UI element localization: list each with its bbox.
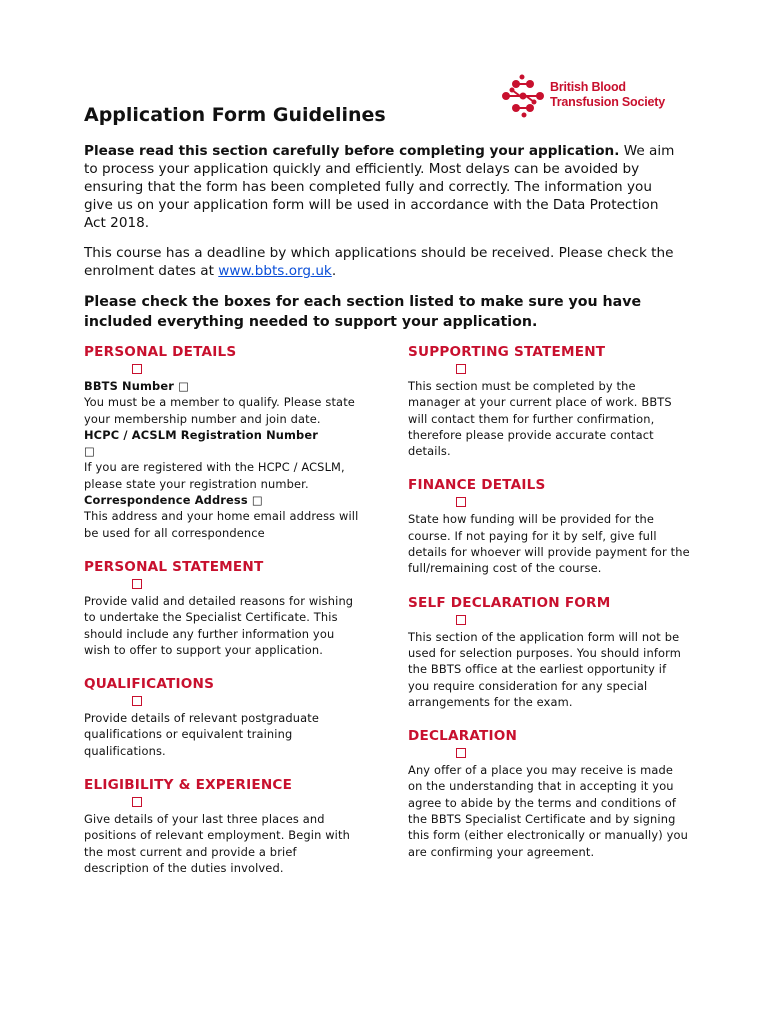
section-declaration xyxy=(408,728,690,860)
checkbox-row xyxy=(408,744,690,762)
section-personal-statement xyxy=(84,559,364,658)
checkbox[interactable] xyxy=(456,364,466,374)
hcpc-label xyxy=(84,427,364,460)
checkbox[interactable] xyxy=(132,797,142,807)
deadline-text: This course has a deadline by which applications should be received. Please check the enrolment dates at xyxy=(84,245,674,279)
label-text: BBTS Number xyxy=(84,379,174,393)
deadline-paragraph xyxy=(84,244,684,280)
blood-cells-logo-icon xyxy=(500,74,546,118)
checkbox[interactable] xyxy=(132,696,142,706)
checkbox-glyph[interactable]: □ xyxy=(84,444,95,459)
bbts-logo xyxy=(500,74,675,118)
section-qualifications xyxy=(84,676,364,759)
section-heading: DECLARATION xyxy=(408,728,518,745)
checklist-instruction: Please check the boxes for each section listed to make sure you have included everything needed to support your application. xyxy=(84,294,642,330)
hcpc-text: If you are registered with the HCPC / ACSLM, please state your registration number. xyxy=(84,460,345,491)
correspondence-label xyxy=(84,492,364,508)
logo-line-1: British Blood xyxy=(550,80,626,94)
checkbox-row xyxy=(408,611,690,629)
left-column xyxy=(84,344,364,894)
bbts-number-text: You must be a member to qualify. Please state your membership number and join date. xyxy=(84,395,355,426)
section-self-declaration xyxy=(408,595,690,710)
logo-wordmark xyxy=(550,80,665,110)
section-personal-details xyxy=(84,344,364,541)
bbts-website-link[interactable]: www.bbts.org.uk xyxy=(218,263,332,279)
checkbox-row xyxy=(84,692,364,710)
section-heading: FINANCE DETAILS xyxy=(408,477,546,494)
label-text: HCPC / ACSLM Registration Number xyxy=(84,427,318,442)
section-text: This section must be completed by the manager at your current place of work. BBTS will contact them for further confirmation, therefore please provide accurate contact details. xyxy=(408,379,672,459)
checkbox-row xyxy=(84,360,364,378)
section-text: Any offer of a place you may receive is made on the understanding that in accepting it you agree to abide by the terms and conditions of the BBTS Specialist Certificate and by signing this form (either electronically or manually) you are confirming your agreement. xyxy=(408,763,689,859)
section-finance xyxy=(408,477,690,576)
checkbox-row xyxy=(408,360,690,378)
intro-bold-lead: Please read this section carefully before completing your application. xyxy=(84,143,620,159)
page-title: Application Form Guidelines xyxy=(84,104,386,126)
section-eligibility xyxy=(84,777,364,876)
checkbox[interactable] xyxy=(456,497,466,507)
correspondence-text: This address and your home email address will be used for all correspondence xyxy=(84,509,359,540)
checkbox-row xyxy=(408,493,690,511)
checkbox[interactable] xyxy=(456,615,466,625)
section-text: State how funding will be provided for the course. If not paying for it by self, give full details for whoever will provide payment for the full/remaining cost of the course. xyxy=(408,512,690,576)
section-text: Give details of your last three places and positions of relevant employment. Begin with the most current and provide a brief description of the duties involved. xyxy=(84,812,350,875)
logo-line-2: Transfusion Society xyxy=(550,95,665,109)
right-column xyxy=(408,344,690,878)
section-heading: ELIGIBILITY & EXPERIENCE xyxy=(84,777,293,794)
checkbox[interactable] xyxy=(456,748,466,758)
intro-paragraph xyxy=(84,142,684,232)
section-text: Provide details of relevant postgraduate qualifications or equivalent training qualifications. xyxy=(84,711,320,758)
section-heading: PERSONAL DETAILS xyxy=(84,344,237,360)
checkbox-row xyxy=(84,575,364,593)
checkbox-glyph[interactable]: □ xyxy=(251,493,263,508)
deadline-period: . xyxy=(331,263,337,279)
bbts-number-label xyxy=(84,378,364,394)
section-heading: SELF DECLARATION FORM xyxy=(408,594,611,611)
section-heading: QUALIFICATIONS xyxy=(84,676,215,693)
label-text: Correspondence Address xyxy=(84,493,248,508)
section-heading: SUPPORTING STATEMENT xyxy=(408,344,606,360)
section-text: This section of the application form will not be used for selection purposes. You should inform the BBTS office at the earliest opportunity if you require consideration for any special arrangements for the exam. xyxy=(408,629,682,709)
checkbox-row xyxy=(84,793,364,811)
intro-text: We aim to process your application quickly and efficiently. Most delays can be avoided by ensuring that the form has been completed fully and correctly. The information you give us on your application form will be used in accordance with the Data Protection Act 2018. xyxy=(84,143,675,231)
section-heading: PERSONAL STATEMENT xyxy=(84,558,264,575)
checkbox[interactable] xyxy=(132,579,142,589)
section-text: Provide valid and detailed reasons for wishing to undertake the Specialist Certificate. This should include any further information you wish to offer to support your application. xyxy=(84,593,354,657)
section-supporting-statement xyxy=(408,344,690,459)
checkbox-glyph[interactable]: □ xyxy=(178,379,190,393)
checkbox[interactable] xyxy=(132,364,142,374)
